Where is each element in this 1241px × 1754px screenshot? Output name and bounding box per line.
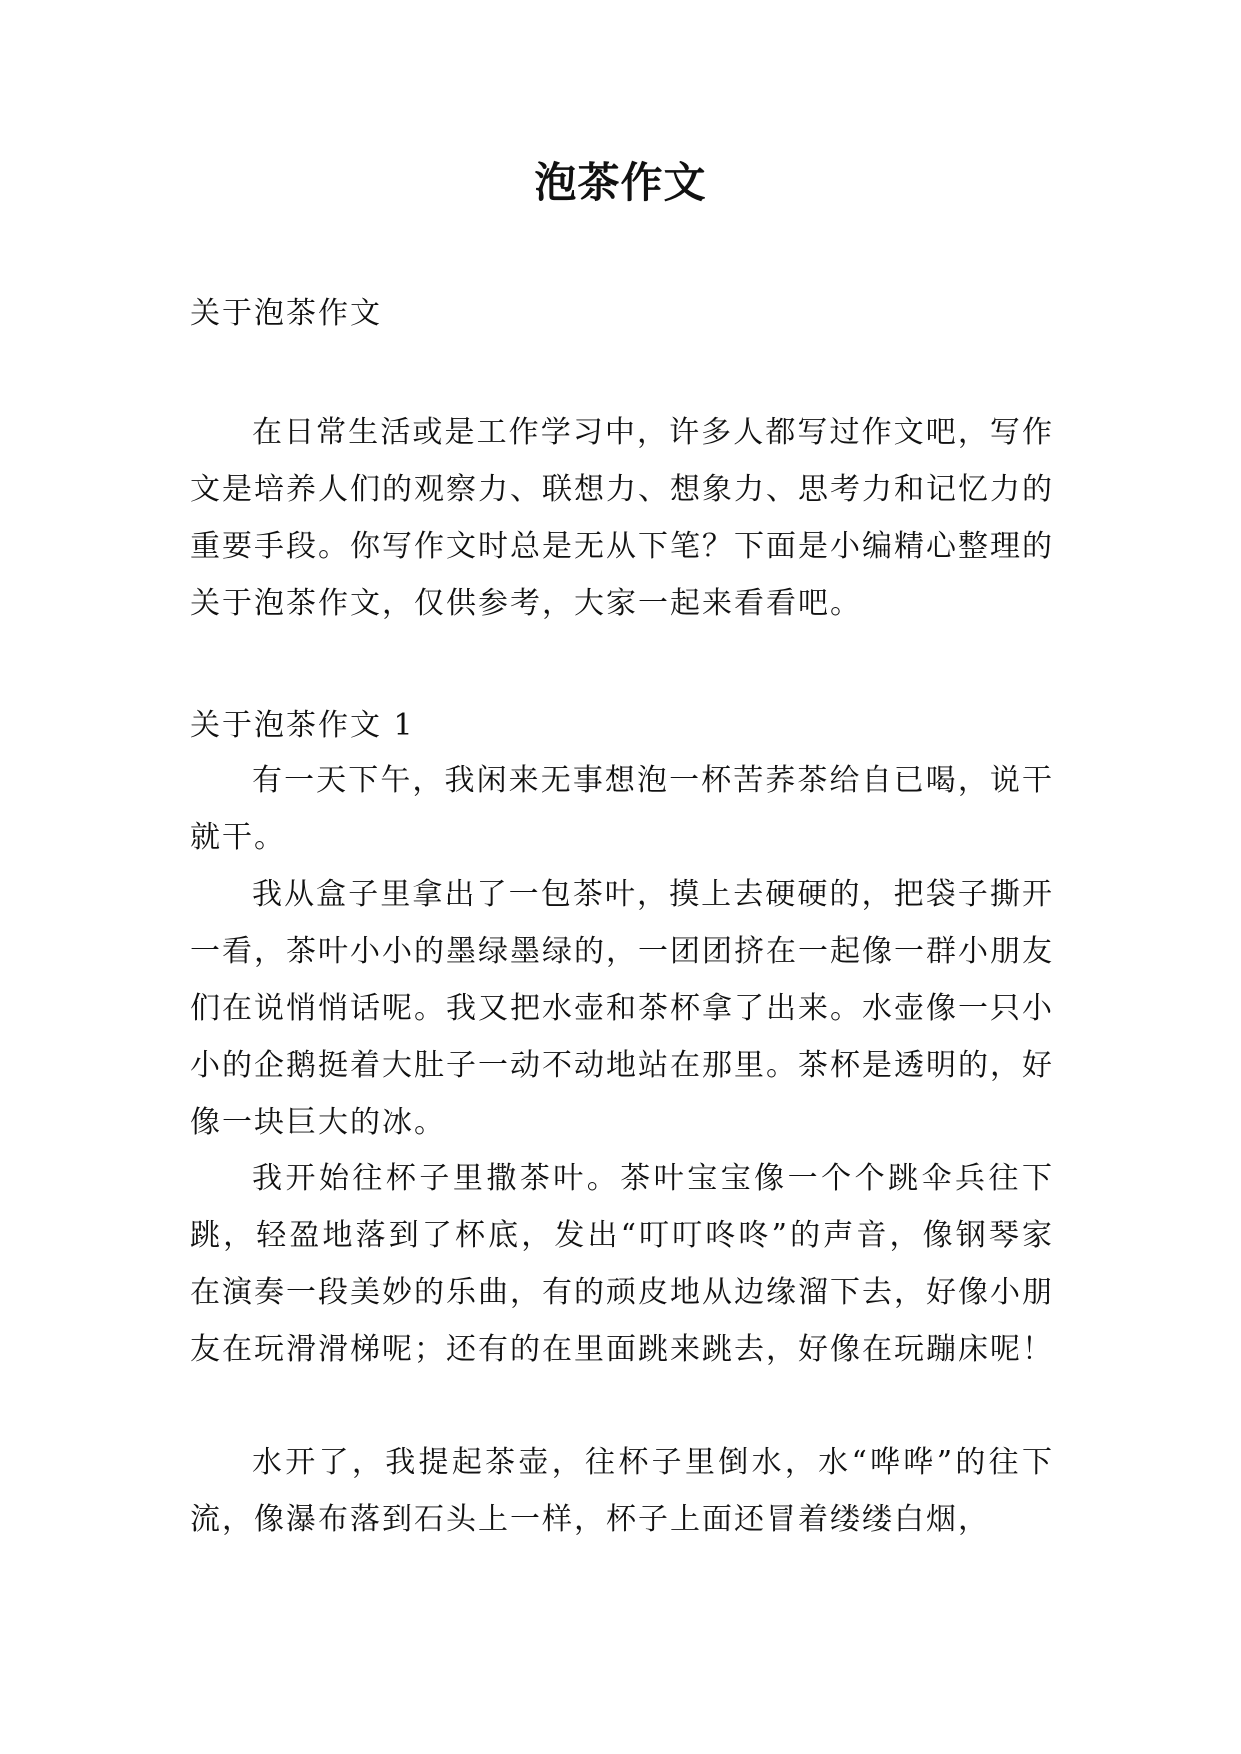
intro-paragraph: 在日常生活或是工作学习中，许多人都写过作文吧，写作文是培养人们的观察力、联想力、想象力、思考力和记忆力的重要手段。你写作文时总是无从下笔？下面是小编精心整理的关于泡茶作文，仅供参考，大家一起来看看吧。	[190, 415, 1054, 621]
document-subtitle: 关于泡茶作文	[190, 296, 382, 331]
essay-paragraph-2: 我从盒子里拿出了一包茶叶，摸上去硬硬的，把袋子撕开一看，茶叶小小的墨绿墨绿的，一团团挤在一起像一群小朋友们在说悄悄话呢。我又把水壶和茶杯拿了出来。水壶像一只小小的企鹅挺着大肚子一动不动地站在那里。茶杯是透明的，好像一块巨大的冰。	[190, 877, 1054, 1140]
essay-paragraph-3: 我开始往杯子里撒茶叶。茶叶宝宝像一个个跳伞兵往下跳，轻盈地落到了杯底，发出“叮叮咚咚”的声音，像钢琴家在演奏一段美妙的乐曲，有的顽皮地从边缘溜下去，好像小朋友在玩滑滑梯呢；还有的在里面跳来跳去，好像在玩蹦床呢！	[190, 1161, 1054, 1367]
essay-paragraph-4: 水开了，我提起茶壶，往杯子里倒水，水“哗哗”的往下流，像瀑布落到石头上一样，杯子上面还冒着缕缕白烟，	[190, 1445, 1054, 1537]
section-heading: 关于泡茶作文 1	[190, 708, 415, 743]
essay-paragraph-1: 有一天下午，我闲来无事想泡一杯苦荞茶给自已喝，说干就干。	[190, 763, 1054, 855]
document-title: 泡茶作文	[534, 158, 707, 207]
